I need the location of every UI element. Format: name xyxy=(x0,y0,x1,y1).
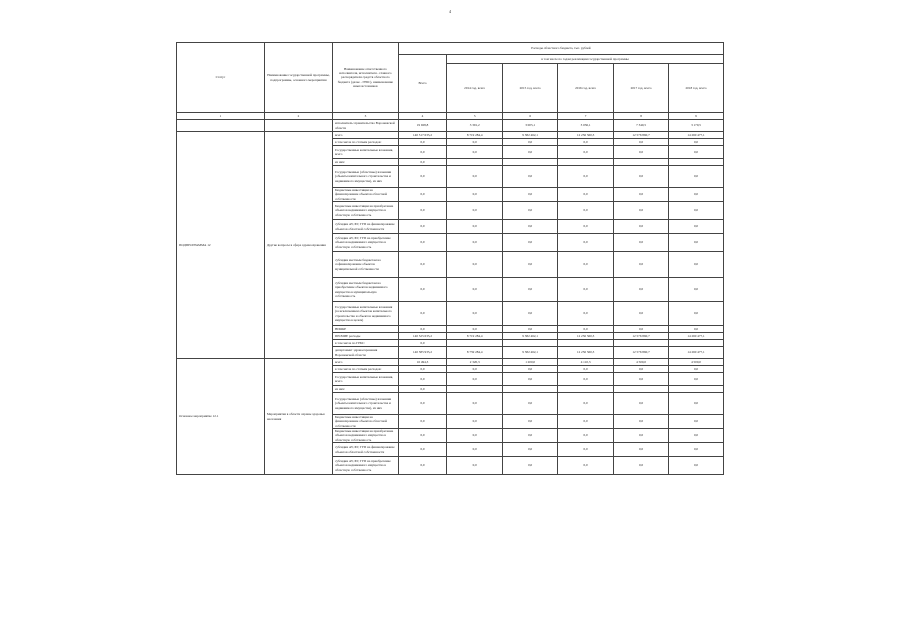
column-index: 9 xyxy=(669,113,724,120)
cell-year-value: 14 260 477,1 xyxy=(669,347,724,359)
cell-year-value: 0,0 xyxy=(669,366,724,373)
cell-total: 0,0 xyxy=(398,443,446,457)
cell-year-value: 4 110,3 xyxy=(558,359,614,366)
cell-year-value: 0,0 xyxy=(503,220,558,234)
cell-year-value: 0,0 xyxy=(614,415,669,429)
header-program-name: Наименование государственной программы, подпрограммы, основного мероприятия xyxy=(264,43,332,113)
page-number: 4 xyxy=(449,9,451,14)
cell-year-value: 0,0 xyxy=(558,220,614,234)
row-label: Бюджетные инвестиции на приобретение объектов недвижимого имущества в областную собственность xyxy=(332,429,398,443)
column-index: 3 xyxy=(332,113,398,120)
cell-year-value: 0,0 xyxy=(614,429,669,443)
cell-total: 0,0 xyxy=(398,457,446,475)
column-index: 7 xyxy=(558,113,614,120)
subprogram-status: ПОДПРОГРАММА 12 xyxy=(177,132,265,359)
cell-year-value: 0,0 xyxy=(503,443,558,457)
cell-year-value: 3 391,2 xyxy=(447,120,503,132)
table-row xyxy=(177,132,724,139)
cell-year-value: 4 500,0 xyxy=(614,359,669,366)
cell-year-value: 0,0 xyxy=(558,302,614,326)
cell-year-value: 0,0 xyxy=(558,202,614,220)
cell-year-value xyxy=(614,340,669,347)
cell-year-value: 0,0 xyxy=(614,220,669,234)
cell-year-value: 0,0 xyxy=(447,366,503,373)
cell-total: 0,0 xyxy=(398,159,446,166)
cell-total: 0,0 xyxy=(398,415,446,429)
cell-year-value: 0,0 xyxy=(503,373,558,386)
cell-year-value: 0,0 xyxy=(447,166,503,188)
cell-year-value: 0,0 xyxy=(447,457,503,475)
cell-total: 0,0 xyxy=(398,302,446,326)
cell-year-value: 0,0 xyxy=(614,139,669,146)
cell-total: 0,0 xyxy=(398,429,446,443)
status-cell xyxy=(177,120,265,132)
cell-year-value: 0,0 xyxy=(614,393,669,415)
cell-year-value xyxy=(447,159,503,166)
cell-total: 0,0 xyxy=(398,202,446,220)
cell-year-value: 2 320,3 xyxy=(447,359,503,366)
row-label: в том числе по статьям расходов: xyxy=(332,366,398,373)
cell-year-value: 0,0 xyxy=(503,429,558,443)
cell-year-value: 0,0 xyxy=(669,326,724,333)
cell-year-value: 0,0 xyxy=(614,166,669,188)
activity-name: Мероприятия в области охраны здоровья населения xyxy=(264,359,332,475)
cell-year-value xyxy=(558,340,614,347)
cell-year-value xyxy=(447,386,503,393)
cell-year-value: 0,0 xyxy=(669,252,724,278)
cell-year-value: 0,0 xyxy=(669,373,724,386)
row-label: субсидии АУ, БУ, ГУП на приобретение объектов недвижимого имущества в областную собственность xyxy=(332,457,398,475)
program-name-cell xyxy=(264,120,332,132)
header-year: 2014 год, всего xyxy=(447,64,503,113)
cell-year-value: 3 170,5 xyxy=(669,120,724,132)
cell-total: 0,0 xyxy=(398,234,446,252)
cell-total: 0,0 xyxy=(398,340,446,347)
cell-year-value: 12 256 560,3 xyxy=(558,347,614,359)
column-index: 6 xyxy=(503,113,558,120)
cell-total: 0,0 xyxy=(398,166,446,188)
cell-year-value: 0,0 xyxy=(447,234,503,252)
cell-year-value: 0,0 xyxy=(614,278,669,302)
cell-year-value: 9 382 462,1 xyxy=(503,132,558,139)
row-label: Бюджетные инвестиции на финансирование объектов областной собственности xyxy=(332,188,398,202)
cell-year-value xyxy=(669,386,724,393)
cell-year-value: 0,0 xyxy=(669,457,724,475)
cell-year-value: 0,0 xyxy=(558,443,614,457)
column-index: 5 xyxy=(447,113,503,120)
cell-year-value: 0,0 xyxy=(614,366,669,373)
cell-year-value: 0,0 xyxy=(503,139,558,146)
cell-year-value: 0,0 xyxy=(447,326,503,333)
cell-year-value: 0,0 xyxy=(669,220,724,234)
cell-total: 0,0 xyxy=(398,393,446,415)
cell-year-value: 12 576 860,7 xyxy=(614,132,669,139)
cell-year-value xyxy=(558,159,614,166)
cell-year-value: 0,0 xyxy=(447,443,503,457)
cell-year-value: 0,0 xyxy=(503,188,558,202)
cell-year-value: 0,0 xyxy=(503,326,558,333)
header-total: Всего xyxy=(398,55,446,113)
row-label: субсидии АУ, БУ, ГУП на приобретение объектов недвижимого имущества в областную собственность xyxy=(332,234,398,252)
cell-year-value: 0,0 xyxy=(669,429,724,443)
cell-year-value: 0,0 xyxy=(447,220,503,234)
cell-year-value: 0,0 xyxy=(558,139,614,146)
cell-year-value: 0,0 xyxy=(558,415,614,429)
cell-year-value: 0,0 xyxy=(447,415,503,429)
cell-year-value: 0,0 xyxy=(558,429,614,443)
header-year: 2016 год, всего xyxy=(558,64,614,113)
cell-year-value: 0,0 xyxy=(614,302,669,326)
cell-year-value: 0,0 xyxy=(558,166,614,188)
cell-year-value: 0,0 xyxy=(447,252,503,278)
cell-year-value: 0,0 xyxy=(558,188,614,202)
cell-total: 140 585 935,2 xyxy=(398,347,446,359)
cell-year-value: 0,0 xyxy=(669,188,724,202)
cell-year-value: 0,0 xyxy=(447,302,503,326)
cell-year-value: 0,0 xyxy=(614,252,669,278)
cell-year-value: 0,0 xyxy=(558,326,614,333)
header-status: Статус xyxy=(177,43,265,113)
cell-year-value: 4 500,0 xyxy=(669,359,724,366)
cell-year-value: 0,0 xyxy=(447,429,503,443)
cell-total: 16 494,3 xyxy=(398,359,446,366)
cell-year-value: 0,0 xyxy=(503,278,558,302)
cell-year-value: 0,0 xyxy=(558,457,614,475)
cell-year-value: 0,0 xyxy=(503,166,558,188)
table-row xyxy=(177,120,724,132)
row-label: Государственные (областные) вложения (объекты капитального строительства и недвижимого имущества), из них xyxy=(332,166,398,188)
cell-year-value: 3 005,1 xyxy=(503,120,558,132)
column-index: 8 xyxy=(614,113,669,120)
cell-year-value: 0,0 xyxy=(503,202,558,220)
cell-year-value: 0,0 xyxy=(669,302,724,326)
cell-year-value: 0,0 xyxy=(503,252,558,278)
cell-year-value: 0,0 xyxy=(669,415,724,429)
row-label: Государственные капитальные вложения, всего xyxy=(332,373,398,386)
cell-total: 0,0 xyxy=(398,188,446,202)
cell-year-value: 12 576 860,7 xyxy=(614,347,669,359)
subprogram-name: Другие вопросы в сфере здравоохранения xyxy=(264,132,332,359)
cell-year-value: 0,0 xyxy=(669,202,724,220)
cell-total: 0,0 xyxy=(398,326,446,333)
cell-total: 0,0 xyxy=(398,146,446,159)
cell-year-value: 12 256 560,3 xyxy=(558,333,614,340)
cell-year-value: 12 256 560,3 xyxy=(558,132,614,139)
cell-year-value xyxy=(669,159,724,166)
table-row xyxy=(177,359,724,366)
cell-year-value xyxy=(503,340,558,347)
cell-year-value: 0,0 xyxy=(503,366,558,373)
cell-year-value xyxy=(669,340,724,347)
cell-year-value: 14 260 477,1 xyxy=(669,132,724,139)
row-label: в том числе по статьям расходов: xyxy=(332,139,398,146)
row-label: всего xyxy=(332,132,398,139)
cell-total: 0,0 xyxy=(398,386,446,393)
cell-year-value: 0,0 xyxy=(558,366,614,373)
cell-total: 0,0 xyxy=(398,366,446,373)
header-year: 2017 год, всего xyxy=(614,64,669,113)
cell-total: 0,0 xyxy=(398,139,446,146)
header-year: 2015 год, всего xyxy=(503,64,558,113)
row-label: в том числе по ГРБС: xyxy=(332,340,398,347)
cell-year-value: 0,0 xyxy=(558,393,614,415)
cell-year-value: 0,0 xyxy=(447,393,503,415)
row-label: Государственные капитальные вложения, всего xyxy=(332,146,398,159)
cell-year-value: 0,0 xyxy=(503,302,558,326)
cell-year-value: 12 576 860,7 xyxy=(614,333,669,340)
budget-table xyxy=(176,42,724,475)
cell-year-value: 0,0 xyxy=(558,252,614,278)
cell-year-value: 0,0 xyxy=(558,146,614,159)
cell-year-value: 0,0 xyxy=(614,188,669,202)
cell-year-value xyxy=(503,159,558,166)
cell-year-value: 0,0 xyxy=(447,146,503,159)
row-label: субсидии местным бюджетам на приобретение объектов недвижимого имущества в муниципальную собственность xyxy=(332,278,398,302)
row-label: ПРОЧИЕ расходы xyxy=(332,333,398,340)
cell-total: 19 928,8 xyxy=(398,120,446,132)
row-label: Бюджетные инвестиции на приобретение объектов недвижимого имущества в областную собственность xyxy=(332,202,398,220)
cell-year-value: 0,0 xyxy=(503,457,558,475)
cell-year-value: 9 382 462,1 xyxy=(503,347,558,359)
cell-year-value: 0,0 xyxy=(447,278,503,302)
cell-year-value: 0,0 xyxy=(614,457,669,475)
header-year: 2018 год, всего xyxy=(669,64,724,113)
cell-year-value: 0,0 xyxy=(669,166,724,188)
cell-year-value: 0,0 xyxy=(447,188,503,202)
cell-year-value: 14 260 477,1 xyxy=(669,333,724,340)
row-label: Государственные (областные) вложения (объекты капитального строительства и недвижимого имущества), из них xyxy=(332,393,398,415)
cell-year-value: 0,0 xyxy=(669,393,724,415)
cell-year-value: 7 340,5 xyxy=(614,120,669,132)
cell-year-value xyxy=(558,386,614,393)
cell-year-value: 0,0 xyxy=(558,278,614,302)
cell-year-value: 0,0 xyxy=(669,234,724,252)
cell-year-value: 0,0 xyxy=(503,146,558,159)
cell-year-value: 0,0 xyxy=(614,202,669,220)
row-label: исполнитель: правительство Воронежской области xyxy=(332,120,398,132)
row-label: из них: xyxy=(332,386,398,393)
column-index: 1 xyxy=(177,113,265,120)
cell-total: 0,0 xyxy=(398,278,446,302)
cell-year-value: 0,0 xyxy=(614,373,669,386)
cell-year-value: 8 719 284,4 xyxy=(447,132,503,139)
cell-year-value xyxy=(503,386,558,393)
cell-year-value: 0,0 xyxy=(447,139,503,146)
cell-year-value: 0,0 xyxy=(447,202,503,220)
cell-year-value: 8 759 284,4 xyxy=(447,347,503,359)
cell-year-value: 0,0 xyxy=(558,373,614,386)
header-by-year-group: в том числе по годам реализации государственной программы xyxy=(447,55,724,64)
cell-year-value: 0,0 xyxy=(558,234,614,252)
cell-year-value: 0,0 xyxy=(669,278,724,302)
cell-year-value: 0,0 xyxy=(503,234,558,252)
cell-year-value: 0,0 xyxy=(503,415,558,429)
cell-year-value: 0,0 xyxy=(669,443,724,457)
row-label: всего xyxy=(332,359,398,366)
row-label: НИОКР xyxy=(332,326,398,333)
row-label: субсидии АУ, БУ, ГУП на финансирование объектов областной собственности xyxy=(332,220,398,234)
row-label: департамент здравоохранения Воронежской области xyxy=(332,347,398,359)
cell-year-value: 8 719 284,4 xyxy=(447,333,503,340)
column-index: 2 xyxy=(264,113,332,120)
cell-year-value: 0,0 xyxy=(669,139,724,146)
header-source: Наименование ответственного исполнителя, исполнителя - главного распорядителя средств областного бюджета (далее - ГРБС), наименование иных источников xyxy=(332,43,398,113)
cell-year-value: 1 200,0 xyxy=(503,359,558,366)
row-label: Государственные капитальные вложения (за исключением объектов капитального строительства и объектов недвижимого имущества в целом) xyxy=(332,302,398,326)
cell-total: 140 517 635,2 xyxy=(398,132,446,139)
cell-year-value: 0,0 xyxy=(669,146,724,159)
cell-year-value: 0,0 xyxy=(614,234,669,252)
row-label: Бюджетные инвестиции на финансирование объектов областной собственности xyxy=(332,415,398,429)
cell-total: 0,0 xyxy=(398,373,446,386)
cell-year-value: 0,0 xyxy=(614,443,669,457)
row-label: из них: xyxy=(332,159,398,166)
row-label: субсидии местным бюджетам на софинансирование объектов муниципальной собственности xyxy=(332,252,398,278)
row-label: субсидии АУ, БУ, ГУП на финансирование объектов областной собственности xyxy=(332,443,398,457)
header-expenses-group: Расходы областного бюджета, тыс. рублей xyxy=(398,43,723,55)
cell-total: 0,0 xyxy=(398,220,446,234)
cell-year-value xyxy=(447,340,503,347)
cell-year-value: 0,0 xyxy=(447,373,503,386)
cell-total: 140 525 635,2 xyxy=(398,333,446,340)
activity-status: Основное мероприятие 12.1 xyxy=(177,359,265,475)
cell-year-value xyxy=(614,159,669,166)
cell-year-value: 9 382 462,1 xyxy=(503,333,558,340)
cell-total: 0,0 xyxy=(398,252,446,278)
column-index: 4 xyxy=(398,113,446,120)
cell-year-value: 0,0 xyxy=(614,326,669,333)
cell-year-value: 0,0 xyxy=(503,393,558,415)
cell-year-value xyxy=(614,386,669,393)
cell-year-value: 0,0 xyxy=(614,146,669,159)
cell-year-value: 3 036,1 xyxy=(558,120,614,132)
